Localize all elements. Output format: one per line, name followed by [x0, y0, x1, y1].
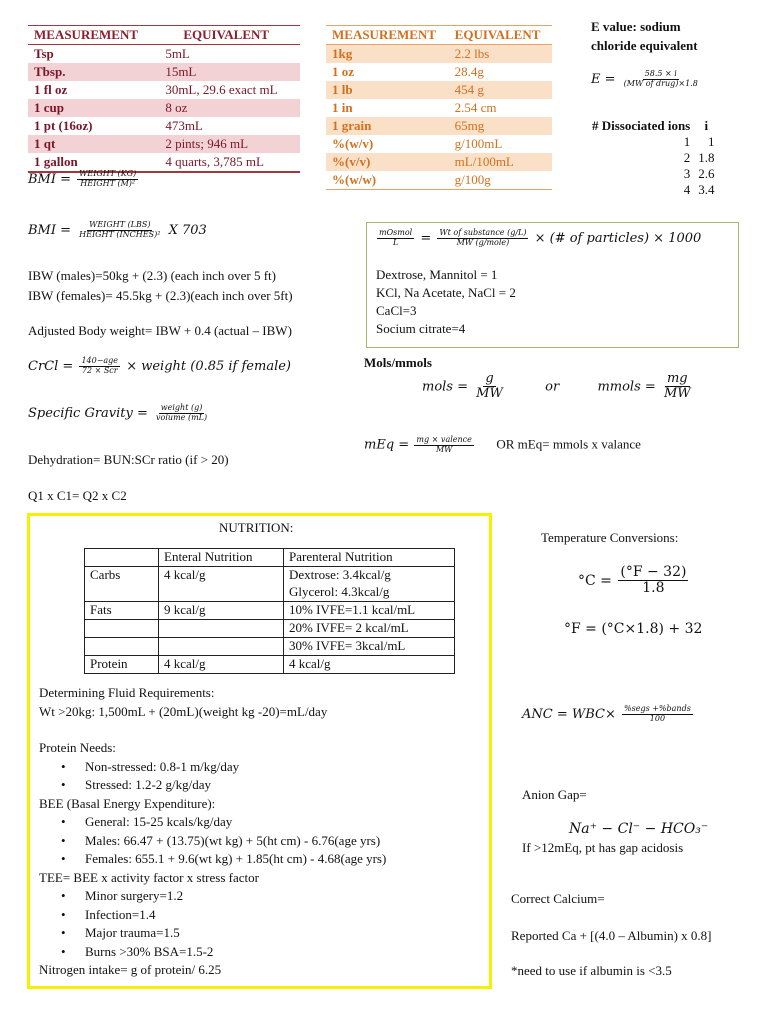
anc-formula: ANC = WBC× $\frac{\text{\%segs +\%bands}}{100}$	[522, 704, 691, 723]
list-item: KCl, Na Acetate, NaCl = 2	[376, 285, 516, 300]
table-header: MEASUREMENT	[326, 26, 449, 45]
bmi-lbs-formula: BMI = $\frac{\text{WEIGHT (LBS)}}{\text{HEIGHT (INCHES)²}}$ X 703	[28, 220, 207, 239]
list-item: • Major trauma=1.5	[85, 924, 487, 943]
unit-cell: 1 fl oz	[34, 82, 68, 97]
table-row	[85, 549, 455, 567]
dilution-formula: Q1 x C1= Q2 x C2	[28, 488, 127, 503]
e-value-formula: E = $\frac{58.5 \times i}{\text{(MW of drug)×1.8}}$	[591, 69, 698, 88]
unit-cell: 1 pt (16oz)	[34, 118, 93, 133]
anion-gap-title: Anion Gap=	[522, 787, 587, 802]
crcl-formula: CrCl = $\frac{\text{140−age}}{\text{72 × Scr}}$ × weight (0.85 if female)	[28, 356, 291, 375]
unit-cell: %(v/v)	[326, 153, 449, 171]
value-cell: 5mL	[165, 46, 190, 61]
osmolarity-formula: $\frac{\text{mOsmol}}{L}$ = $\frac{\text{Wt of substance (g/L)}}{\text{MW (g/mole)}}$ × (# of particles) × 1000	[379, 228, 702, 247]
list-item: • Minor surgery=1.2	[85, 887, 487, 906]
table-row: Fats 9 kcal/g 10% IVFE=1.1 kcal/mL	[85, 602, 455, 620]
dehydration-rule: Dehydration= BUN:SCr ratio (if > 20)	[28, 452, 229, 467]
osmolarity-box	[366, 222, 739, 348]
table-row	[326, 117, 552, 135]
table-row: 3 2.6	[683, 166, 715, 181]
mols-title: Mols/mmols	[364, 355, 432, 370]
unit-cell: 1 cup	[28, 99, 159, 117]
unit-cell: 1 grain	[326, 117, 449, 135]
fluid-line: Wt >20kg: 1,500mL + (20mL)(weight kg -20)=mL/day	[39, 703, 328, 719]
unit-cell: 1 oz	[332, 64, 355, 79]
value-cell: 30mL, 29.6 exact mL	[165, 82, 278, 97]
tee-title: TEE= BEE x activity factor x stress factor	[39, 869, 259, 885]
value-cell: 454 g	[449, 81, 552, 99]
ions-header: # Dissociated ions	[592, 118, 691, 133]
table-row: 1 1	[683, 134, 715, 149]
table-row	[326, 63, 552, 81]
value-cell: 15mL	[159, 63, 300, 81]
table-header: Parenteral Nutrition	[284, 549, 455, 567]
nitrogen-line: Nitrogen intake= g of protein/ 6.25	[39, 962, 222, 977]
table-row: 30% IVFE= 3kcal/mL	[85, 638, 455, 656]
unit-cell: %(w/w)	[332, 172, 377, 187]
unit-cell: %(w/v)	[332, 136, 374, 151]
anion-gap-formula: Na⁺ − Cl⁻ − HCO₃⁻	[569, 821, 709, 837]
unit-cell: Tbsp.	[28, 63, 159, 81]
e-value-section	[591, 17, 698, 55]
table-row	[326, 135, 552, 153]
nutrition-table	[84, 548, 455, 674]
dissociated-ions-table	[588, 118, 718, 198]
table-row	[326, 99, 552, 117]
value-cell: g/100mL	[454, 136, 503, 151]
ibw-female: IBW (females)= 45.5kg + (2.3)(each inch over 5ft)	[28, 288, 293, 303]
mols-formula: mols = $\frac{g}{MW}$ or mmols = $\frac{mg}{MW}$	[422, 371, 691, 402]
table-row	[326, 45, 552, 64]
table-row: Glycerol: 4.3kcal/g	[85, 584, 455, 602]
celsius-formula: °C = $\frac{(^\circ F - 32)}{1.8}$	[578, 564, 687, 597]
value-cell: 2.54 cm	[454, 100, 497, 115]
nutrition-title: NUTRITION:	[219, 520, 294, 535]
value-cell: mL/100mL	[449, 153, 552, 171]
protein-title: Protein Needs:	[39, 740, 116, 755]
table-header: MEASUREMENT	[28, 26, 159, 45]
table-row	[326, 153, 552, 171]
meq-formula: mEq = $\frac{\text{mg × valence}}{MW}$ OR mEq= mmols x valance	[364, 435, 641, 454]
table-row: Carbs 4 kcal/g Dextrose: 3.4kcal/g	[85, 567, 455, 585]
list-item: • Stressed: 1.2-2 g/kg/day	[85, 776, 487, 795]
fahrenheit-formula: °F = (°C×1.8) + 32	[564, 621, 703, 637]
table-row: 4 3.4	[683, 182, 715, 197]
temperature-title: Temperature Conversions:	[541, 530, 679, 545]
unit-cell: 1 qt	[28, 135, 159, 153]
value-cell: 473mL	[165, 118, 203, 133]
list-item: • Non-stressed: 0.8-1 m/kg/day	[85, 758, 487, 777]
table-row: 2 1.8	[683, 150, 715, 165]
table-row	[28, 99, 300, 117]
table-row: Protein 4 kcal/g 4 kcal/g	[85, 656, 455, 674]
measurement-table-volume	[28, 25, 300, 173]
list-item: • Infection=1.4	[85, 906, 487, 925]
list-item: Dextrose, Mannitol = 1	[376, 267, 498, 282]
calcium-formula: Reported Ca + [(4.0 – Albumin) x 0.8]	[511, 928, 712, 943]
table-header: EQUIVALENT	[159, 26, 300, 45]
value-cell: g/100g	[454, 172, 491, 187]
protein-list	[39, 758, 487, 795]
value-cell: 28.4g	[454, 64, 484, 79]
list-item: • Males: 66.47 + (13.75)(wt kg) + 5(ht cm) - 6.76(age yrs)	[85, 832, 487, 851]
value-cell: 65mg	[449, 117, 552, 135]
specific-gravity-formula: Specific Gravity = $\frac{\text{weight (g)}}{\text{volume (mL)}}$	[28, 403, 208, 422]
e-value-title: E value: sodium	[591, 19, 681, 34]
bee-title: BEE (Basal Energy Expenditure):	[39, 795, 216, 811]
calcium-title: Correct Calcium=	[511, 891, 605, 906]
unit-cell: 1 lb	[326, 81, 449, 99]
table-row	[326, 171, 552, 190]
list-item: Socium citrate=4	[376, 321, 466, 336]
bee-list	[39, 813, 487, 869]
list-item: • General: 15-25 kcals/kg/day	[85, 813, 487, 832]
value-cell: 2.2 lbs	[449, 45, 552, 64]
unit-cell: 1 gallon	[34, 154, 78, 169]
tee-list	[39, 887, 487, 961]
table-row	[326, 81, 552, 99]
unit-cell: Tsp	[34, 46, 54, 61]
table-row	[28, 117, 300, 135]
value-cell: 2 pints; 946 mL	[159, 135, 300, 153]
e-value-title: chloride equivalent	[591, 38, 698, 53]
unit-cell: 1kg	[326, 45, 449, 64]
nutrition-notes	[39, 684, 487, 980]
table-header: EQUIVALENT	[449, 26, 552, 45]
list-item: • Burns >30% BSA=1.5-2	[85, 943, 487, 962]
ions-header: i	[704, 118, 709, 133]
ibw-male: IBW (males)=50kg + (2.3) (each inch over 5 ft)	[28, 268, 276, 283]
unit-cell: 1 in	[332, 100, 353, 115]
value-cell: 4 quarts, 3,785 mL	[165, 154, 264, 169]
table-header: Enteral Nutrition	[159, 549, 284, 567]
list-item: CaCl=3	[376, 303, 417, 318]
table-row	[28, 81, 300, 99]
value-cell: 8 oz	[159, 99, 300, 117]
table-row	[28, 45, 300, 64]
calcium-note: *need to use if albumin is <3.5	[511, 963, 672, 978]
list-item: • Females: 655.1 + 9.6(wt kg) + 1.85(ht cm) - 4.68(age yrs)	[85, 850, 487, 869]
bmi-kg-formula: BMI = $\frac{\text{WEIGHT (KG)}}{\text{HEIGHT (M)²}}$	[28, 169, 137, 188]
measurement-table-mass	[326, 25, 552, 190]
table-row	[28, 135, 300, 153]
adjusted-body-weight: Adjusted Body weight= IBW + 0.4 (actual – IBW)	[28, 323, 292, 338]
particle-list	[376, 266, 516, 338]
anion-gap-note: If >12mEq, pt has gap acidosis	[522, 840, 684, 855]
table-row: 20% IVFE= 2 kcal/mL	[85, 620, 455, 638]
table-row	[28, 63, 300, 81]
fluid-title: Determining Fluid Requirements:	[39, 685, 215, 700]
